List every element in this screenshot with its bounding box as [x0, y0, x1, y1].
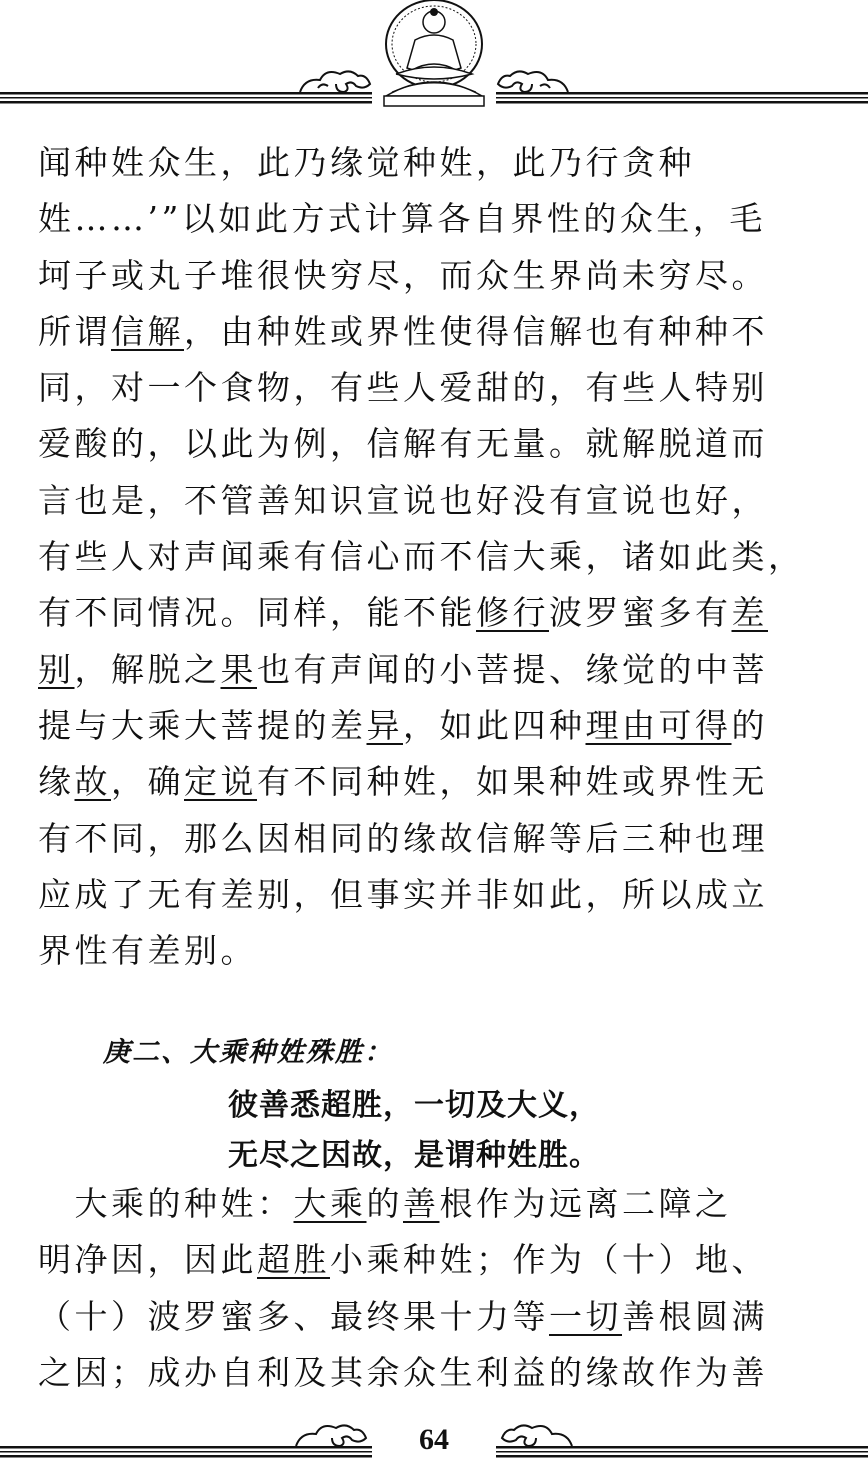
- commentary-paragraph: [38, 1176, 828, 1401]
- underlined-term: 信解: [111, 311, 184, 351]
- verse-line: 彼善悉超胜，一切及大义，: [228, 1088, 600, 1123]
- section-heading: 庚二、大乘种姓殊胜：: [103, 1037, 393, 1068]
- text-line: 之因；成办自利及其余众生利益的缘故作为善: [38, 1352, 768, 1392]
- underlined-term: 超胜: [257, 1240, 330, 1280]
- text-line: 所谓信解，由种姓或界性使得信解也有种种不: [38, 311, 768, 351]
- cloud-scroll-icon: [498, 71, 568, 92]
- text-line: 有不同情况。同样，能不能修行波罗蜜多有差: [38, 593, 768, 633]
- text-line: 言也是，不管善知识宣说也好没有宣说也好，: [38, 480, 768, 520]
- underlined-term: 大乘: [293, 1184, 367, 1223]
- body-paragraph: [38, 135, 828, 979]
- text-line: 坷子或丸子堆很快穷尽，而众生界尚未穷尽。: [38, 255, 768, 295]
- text-line: 闻种姓众生，此乃缘觉种姓，此乃行贪种: [38, 143, 695, 182]
- underlined-term: 善: [403, 1184, 440, 1223]
- buddha-figure-icon: [384, 0, 484, 106]
- cloud-scroll-icon: [300, 71, 370, 92]
- text-line: 明净因，因此超胜小乘种姓；作为（十）地、: [38, 1240, 768, 1280]
- text-line: （十）波罗蜜多、最终果十力等一切善根圆满: [38, 1296, 768, 1336]
- page-header-ornament: [0, 0, 868, 112]
- text-line: 别，解脱之果也有声闻的小菩提、缘觉的中菩: [38, 649, 768, 689]
- text-line: 大乘的种姓：大乘的善根作为远离二障之: [38, 1184, 732, 1223]
- underlined-term: 一切: [549, 1296, 622, 1336]
- text-line: 界性有差别。: [38, 931, 257, 971]
- underlined-term: 果: [220, 649, 257, 689]
- text-line: 有不同，那么因相同的缘故信解等后三种也理: [38, 818, 768, 858]
- underlined-term: 理由可得: [585, 705, 732, 745]
- underlined-term: 定说: [184, 762, 257, 802]
- underlined-term: 异: [366, 705, 403, 745]
- text-line: 同，对一个食物，有些人爱甜的，有些人特别: [38, 368, 768, 408]
- text-line: 应成了无有差别，但事实并非如此，所以成立: [38, 874, 768, 914]
- text-line: 缘故，确定说有不同种姓，如果种姓或界性无: [38, 762, 768, 802]
- underlined-term: 修行: [476, 593, 549, 633]
- text-line: 爱酸的，以此为例，信解有无量。就解脱道而: [38, 424, 768, 464]
- underlined-term: 别: [38, 649, 75, 689]
- text-line: 有些人对声闻乘有信心而不信大乘，诸如此类，: [38, 537, 805, 577]
- page-number: 64: [419, 1423, 449, 1456]
- underlined-term: 故: [74, 762, 111, 802]
- verse-line: 无尽之因故，是谓种姓胜。: [228, 1138, 600, 1173]
- underlined-term: 差: [731, 593, 768, 633]
- text-line: 姓……’”以如此方式计算各自界性的众生，毛: [38, 199, 766, 239]
- text-line: 提与大乘大菩提的差异，如此四种理由可得的: [38, 705, 768, 745]
